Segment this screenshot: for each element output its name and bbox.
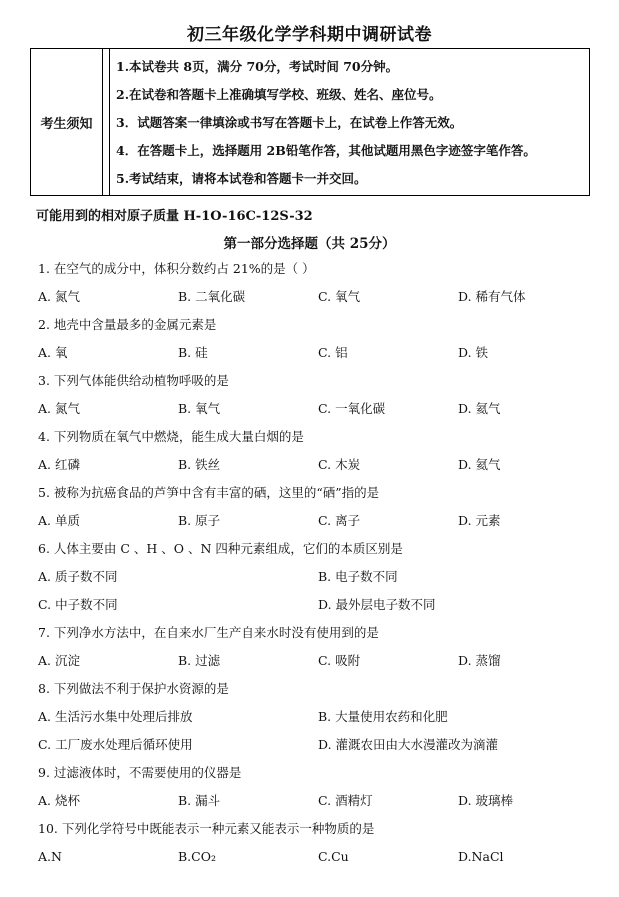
option-c: C. 工厂废水处理后循环使用 xyxy=(38,737,193,752)
option-a: A. 氮气 xyxy=(38,401,80,416)
notice-line: 4．在答题卡上，选择题用 2B铅笔作答，其他试题用黑色字迹签字笔作答。 xyxy=(116,143,536,158)
option-d: D. 灌溉农田由大水漫灌改为滴灌 xyxy=(318,737,499,752)
notice-line: 2.在试卷和答题卡上准确填写学校、班级、姓名、座位号。 xyxy=(116,87,442,102)
option-d: D. 最外层电子数不同 xyxy=(318,597,436,612)
option-a: A. 氧 xyxy=(38,345,68,360)
option-d: D. 蒸馏 xyxy=(458,653,501,668)
options-row xyxy=(38,398,598,426)
question-stem: 6. 人体主要由 C 、H 、O 、N 四种元素组成，它们的本质区别是 xyxy=(38,541,403,556)
question-list xyxy=(38,258,598,874)
notice-label: 考生须知 xyxy=(31,49,103,195)
options-row xyxy=(38,510,598,538)
question-stem: 4. 下列物质在氧气中燃烧，能生成大量白烟的是 xyxy=(38,429,304,444)
option-b: B.CO₂ xyxy=(178,849,216,864)
option-d: D. 稀有气体 xyxy=(458,289,526,304)
option-a: A. 质子数不同 xyxy=(38,569,118,584)
option-d: D.NaCl xyxy=(458,849,504,864)
option-c: C. 吸附 xyxy=(318,653,361,668)
options-row xyxy=(38,286,598,314)
option-d: D. 氦气 xyxy=(458,401,501,416)
notice-list xyxy=(110,49,589,195)
options-row xyxy=(38,790,598,818)
option-b: B. 硅 xyxy=(178,345,208,360)
option-d: D. 玻璃棒 xyxy=(458,793,514,808)
atomic-masses: 可能用到的相对原子质量 H-1O-16C-12S-32 xyxy=(36,209,313,224)
options-row xyxy=(38,454,598,482)
notice-line: 1.本试卷共 8页，满分 70分，考试时间 70分钟。 xyxy=(116,59,399,74)
question-stem: 5. 被称为抗癌食品的芦笋中含有丰富的硒，这里的“硒”指的是 xyxy=(38,485,380,500)
question-stem: 1. 在空气的成分中，体积分数约占 21%的是（ ） xyxy=(38,261,315,276)
option-a: A.N xyxy=(38,849,62,864)
question-stem: 3. 下列气体能供给动植物呼吸的是 xyxy=(38,373,229,388)
options-row xyxy=(38,734,598,762)
question-stem: 8. 下列做法不利于保护水资源的是 xyxy=(38,681,229,696)
option-d: D. 元素 xyxy=(458,513,501,528)
question-stem: 10. 下列化学符号中既能表示一种元素又能表示一种物质的是 xyxy=(38,821,375,836)
option-c: C. 铝 xyxy=(318,345,348,360)
question-stem: 9. 过滤液体时，不需要使用的仪器是 xyxy=(38,765,242,780)
notice-line: 5.考试结束，请将本试卷和答题卡一并交回。 xyxy=(116,171,367,186)
option-b: B. 电子数不同 xyxy=(318,569,398,584)
question-stem: 2. 地壳中含量最多的金属元素是 xyxy=(38,317,217,332)
options-row xyxy=(38,342,598,370)
options-row xyxy=(38,650,598,678)
option-c: C. 离子 xyxy=(318,513,361,528)
option-c: C.Cu xyxy=(318,849,349,864)
option-b: B. 二氧化碳 xyxy=(178,289,246,304)
option-c: C. 中子数不同 xyxy=(38,597,118,612)
option-b: B. 氧气 xyxy=(178,401,221,416)
options-row xyxy=(38,566,598,594)
option-b: B. 漏斗 xyxy=(178,793,221,808)
option-a: A. 生活污水集中处理后排放 xyxy=(38,709,193,724)
candidate-notice-box xyxy=(30,48,590,196)
option-b: B. 过滤 xyxy=(178,653,221,668)
option-b: B. 大量使用农药和化肥 xyxy=(318,709,448,724)
option-d: D. 氦气 xyxy=(458,457,501,472)
question-stem: 7. 下列净水方法中，在自来水厂生产自来水时没有使用到的是 xyxy=(38,625,379,640)
option-a: A. 沉淀 xyxy=(38,653,80,668)
notice-divider xyxy=(103,49,110,195)
option-c: C. 酒精灯 xyxy=(318,793,373,808)
option-b: B. 铁丝 xyxy=(178,457,221,472)
exam-title: 初三年级化学学科期中调研试卷 xyxy=(187,25,432,45)
option-a: A. 烧杯 xyxy=(38,793,80,808)
options-row xyxy=(38,846,598,874)
option-a: A. 单质 xyxy=(38,513,80,528)
option-d: D. 铁 xyxy=(458,345,489,360)
notice-line: 3．试题答案一律填涂或书写在答题卡上，在试卷上作答无效。 xyxy=(116,115,463,130)
option-b: B. 原子 xyxy=(178,513,221,528)
options-row xyxy=(38,594,598,622)
option-c: C. 氧气 xyxy=(318,289,361,304)
option-c: C. 木炭 xyxy=(318,457,361,472)
option-c: C. 一氧化碳 xyxy=(318,401,386,416)
options-row xyxy=(38,706,598,734)
section-title: 第一部分选择题（共 25分） xyxy=(223,236,396,252)
option-a: A. 氮气 xyxy=(38,289,80,304)
option-a: A. 红磷 xyxy=(38,457,80,472)
